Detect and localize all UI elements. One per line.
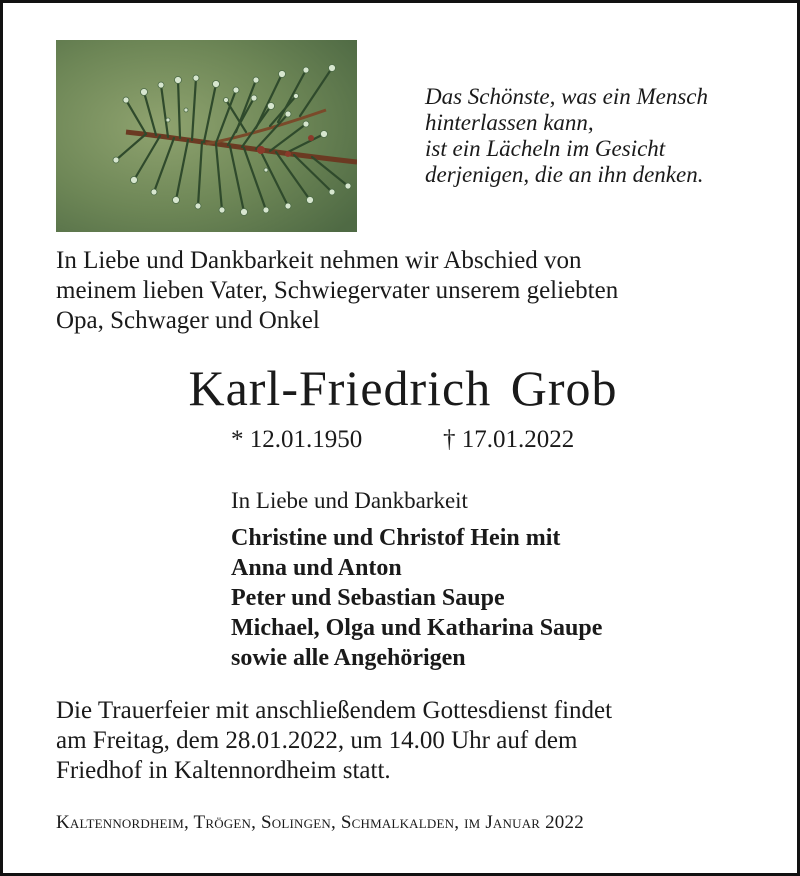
mourner-line: Peter und Sebastian Saupe: [231, 585, 505, 611]
pine-branch-photo: [56, 40, 357, 232]
service-line: Die Trauerfeier mit anschließendem Gottesdienst findet: [56, 697, 613, 724]
mourner-line: Michael, Olga und Katharina Saupe: [231, 615, 603, 641]
death-date: † 17.01.2022: [443, 426, 575, 453]
mourner-line: Christine und Christof Hein mit: [231, 525, 561, 551]
mourner-line: Anna und Anton: [231, 555, 402, 581]
memorial-quote: [425, 84, 708, 188]
mourners-list: [231, 523, 602, 673]
service-line: Friedhof in Kaltennordheim statt.: [56, 757, 391, 784]
intro-line: In Liebe und Dankbarkeit nehmen wir Abschied von: [56, 247, 582, 274]
intro-line: meinem lieben Vater, Schwiegervater unserem geliebten: [56, 277, 619, 304]
birth-date: * 12.01.1950: [231, 426, 363, 453]
intro-line: Opa, Schwager und Onkel: [56, 307, 320, 334]
mourner-line: sowie alle Angehörigen: [231, 645, 466, 671]
pine-branch-icon: [56, 40, 357, 232]
quote-line: ist ein Lächeln im Gesicht: [425, 136, 666, 161]
mourners-intro: In Liebe und Dankbarkeit: [231, 488, 468, 513]
funeral-service-info: [56, 696, 612, 786]
farewell-intro: [56, 246, 618, 336]
quote-line: hinterlassen kann,: [425, 110, 594, 135]
quote-line: Das Schönste, was ein Mensch: [425, 84, 708, 109]
service-line: am Freitag, dem 28.01.2022, um 14.00 Uhr auf dem: [56, 727, 578, 754]
deceased-name: Karl-Friedrich Grob: [188, 360, 618, 416]
quote-line: derjenigen, die an ihn denken.: [425, 162, 704, 187]
places-and-date: Kaltennordheim, Trögen, Solingen, Schmalkalden, im Januar 2022: [56, 812, 584, 833]
